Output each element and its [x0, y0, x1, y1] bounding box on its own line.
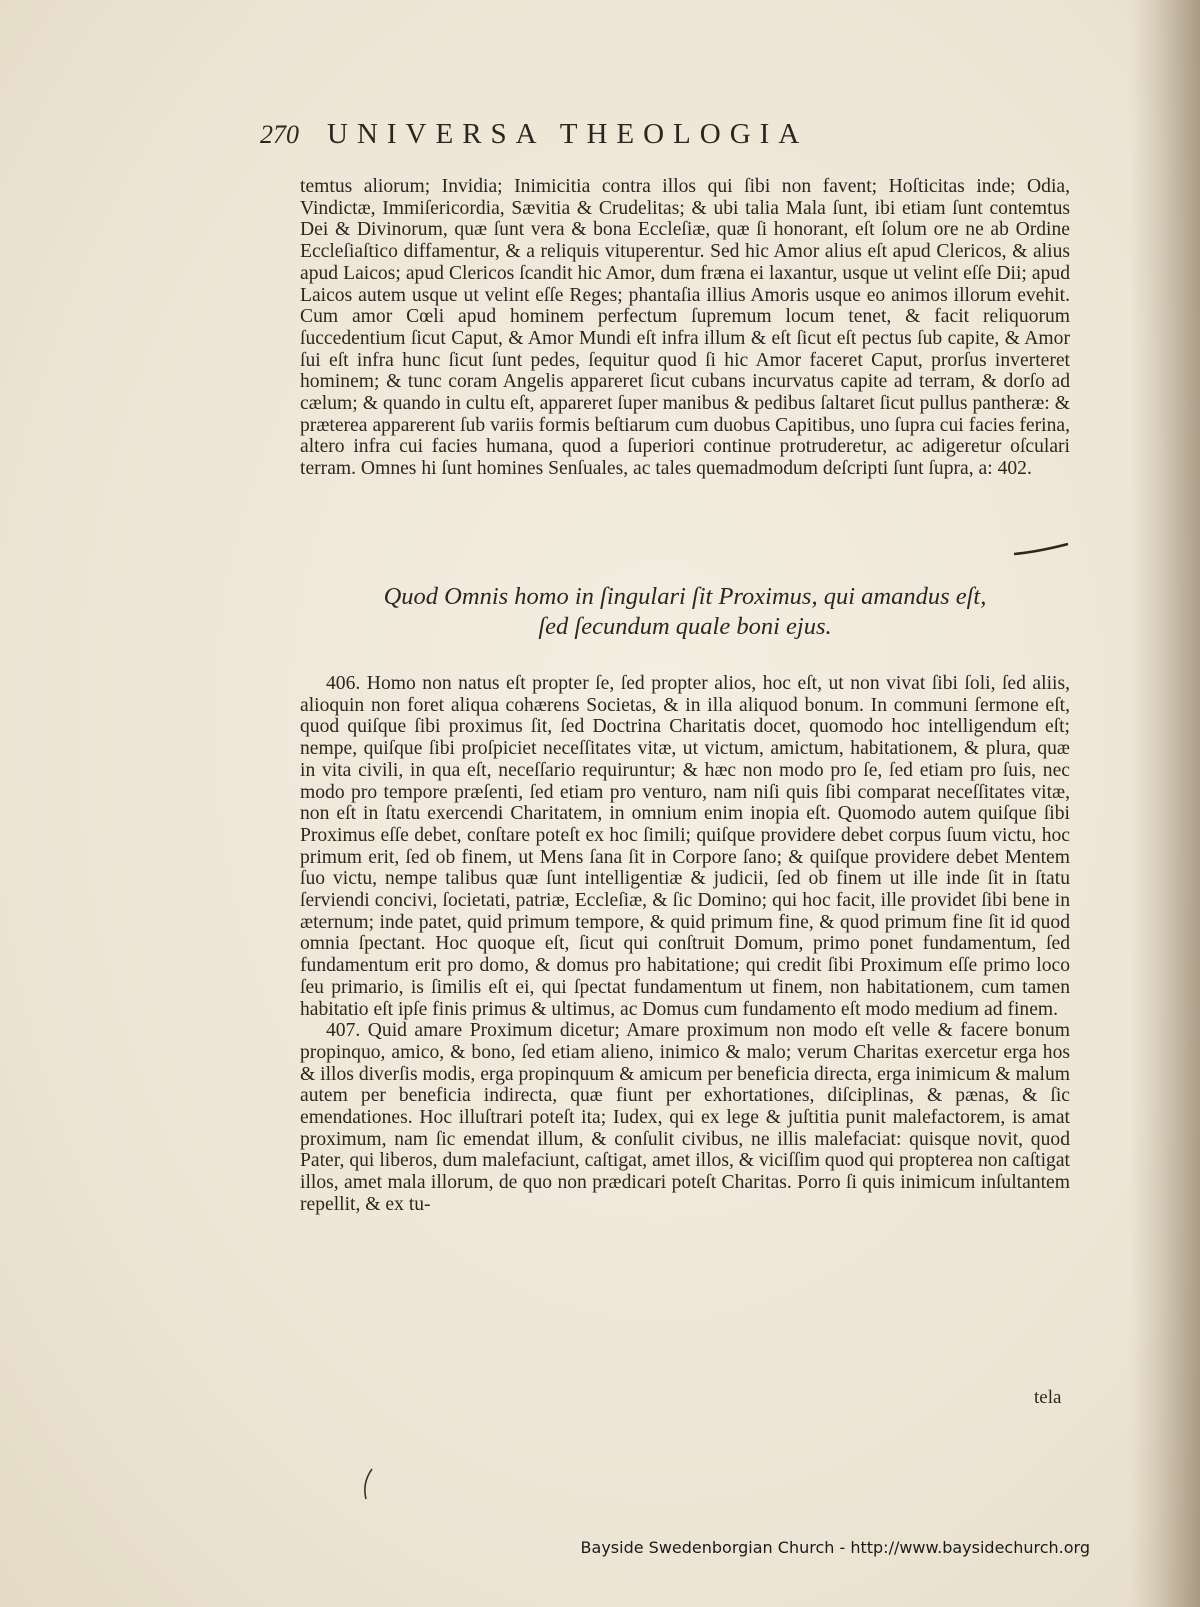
paragraph-406: 406. Homo non natus eſt propter ſe, ſed propter alios, hoc eſt, ut non vivat ſibi ſoli, ſed aliis, alioquin non foret aliqua cohærens Societas, & in illa aliquod bonum. In communi ſermone eſt, quod quiſque ſibi proximus ſit, ſed Doctrina Charitatis docet, quomodo hoc intelligendum eſt; nempe, quiſque ſibi proſpiciet neceſſitates vitæ, ut victum, amictum, habitationem, & plura, quæ in vita civili, in qua eſt, neceſſario requiruntur; & hæc non modo pro ſe, ſed etiam pro ſuis, nec modo pro tempore præſenti, ſed etiam pro venturo, nam niſi quis ſibi comparat neceſſitates vitæ, non eſt in ſtatu exercendi Charitatem, in omnium enim inopia eſt. Quomodo autem quiſque ſibi Proximus eſſe debet, conſtare poteſt ex hoc ſimili; quiſque providere debet corpus ſuum victu, hoc primum erit, ſed ob finem, ut Mens ſana ſit in Corpore ſano; & quiſque providere debet Mentem ſuo victu, nempe talibus quæ ſunt intelligentiæ & judicii, ſed ob finem ut ille inde ſit in ſtatu ſerviendi concivi, ſocietati, patriæ, Eccleſiæ, & ſic Domino; qui hoc facit, ille providet ſibi bene in æternum; inde patet, quid primum tempore, & quid primum fine, & quod primum fine ſit id quod omnia ſpectant. Hoc quoque eſt, ſicut qui conſtruit Domum, primo ponet fundamentum, ſed fundamentum erit pro domo, & domus pro habitatione; qui credit ſibi Proximum eſſe primo loco ſeu primario, is ſimilis eſt ei, qui ſpectat fundamentum ut finem, non habitationem, cum tamen habitatio eſt ipſe finis primus & ultimus, ac Domus cum fundamento eſt modo medium ad finem.	[300, 673, 1070, 1020]
paragraph-407: 407. Quid amare Proximum dicetur; Amare proximum non modo eſt velle & facere bonum propinquo, amico, & bono, ſed etiam alieno, inimico & malo; verum Charitas exercetur erga hos & illos diverſis modis, erga propinquum & amicum per beneficia directa, erga inimicum & malum autem per beneficia indirecta, quæ fiunt per exhortationes, diſciplinas, & pænas, & ſic emendationes. Hoc illuſtrari poteſt ita; Iudex, qui ex lege & juſtitia punit malefactorem, is amat proximum, nam ſic emendat illum, & conſulit civibus, ne illis malefaciat: quisque novit, quod Pater, qui liberos, dum malefaciunt, caſtigat, amet illos, & viciſſim quod qui propterea non caſtigat illos, amet mala illorum, de quo non prædicari poteſt Charitas. Porro ſi quis inimicum inſultantem repellit, & ex tu-	[300, 1020, 1070, 1215]
pen-mark-icon	[1012, 540, 1072, 560]
ink-smudge-icon	[358, 1465, 378, 1505]
catchword: tela	[1034, 1387, 1062, 1408]
heading-line-2: ſed ſecundum quale boni ejus.	[538, 613, 832, 640]
continued-paragraph	[300, 176, 1070, 480]
footer-credit: Bayside Swedenborgian Church - http://www.baysidechurch.org	[580, 1538, 1090, 1557]
section-heading	[300, 582, 1070, 642]
book-spine-shadow	[1130, 0, 1200, 1607]
main-text	[300, 673, 1070, 1216]
paragraph-text: temtus aliorum; Invidia; Inimicitia contra illos qui ſibi non favent; Hoſticitas inde; Odia, Vindictæ, Immiſericordia, Sævitia & Crudelitas; & ubi talia Mala ſunt, ibi etiam ſunt contemtus Dei & Divinorum, quæ ſunt vera & bona Eccleſiæ, quæ ſi honorant, eſt ſolum ore ne ab Ordine Eccleſiaſtico diffamentur, & a reliquis vituperentur. Sed hic Amor alius eſt apud Clericos, & alius apud Laicos; apud Clericos ſcandit hic Amor, dum fræna ei laxantur, usque ut velint eſſe Dii; apud Laicos autem usque ut velint eſſe Reges; phantaſia illius Amoris usque eo animos illorum evehit. Cum amor Cœli apud hominem perfectum ſupremum locum tenet, & facit reliquorum ſuccedentium ſicut Caput, & Amor Mundi eſt infra illum & eſt ſicut eſt pectus ſub capite, & Amor ſui eſt infra hunc ſicut ſunt pedes, ſequitur quod ſi hic Amor faceret Caput, prorſus inverteret hominem; & tunc coram Angelis appareret ſicut cubans incurvatus capite ad terram, & dorſo ad cælum; & quando in cultu eſt, appareret ſuper manibus & pedibus ſaltaret ſicut pullus pantheræ: & præterea apparerent ſub variis formis beſtiarum cum duobus Capitibus, uno ſupra cui facies ferina, altero infra cui facies humana, quod a ſuperiori continue protruderetur, ac adigeretur oſculari terram. Omnes hi ſunt homines Senſuales, ac tales quemadmodum deſcripti ſunt ſupra, a: 402.	[300, 176, 1070, 480]
running-title: UNIVERSA THEOLOGIA	[327, 118, 809, 150]
heading-line-1: Quod Omnis homo in ſingulari ſit Proximus, qui amandus eſt,	[383, 583, 987, 610]
page-number: 270	[260, 120, 299, 149]
running-header	[260, 118, 1020, 151]
